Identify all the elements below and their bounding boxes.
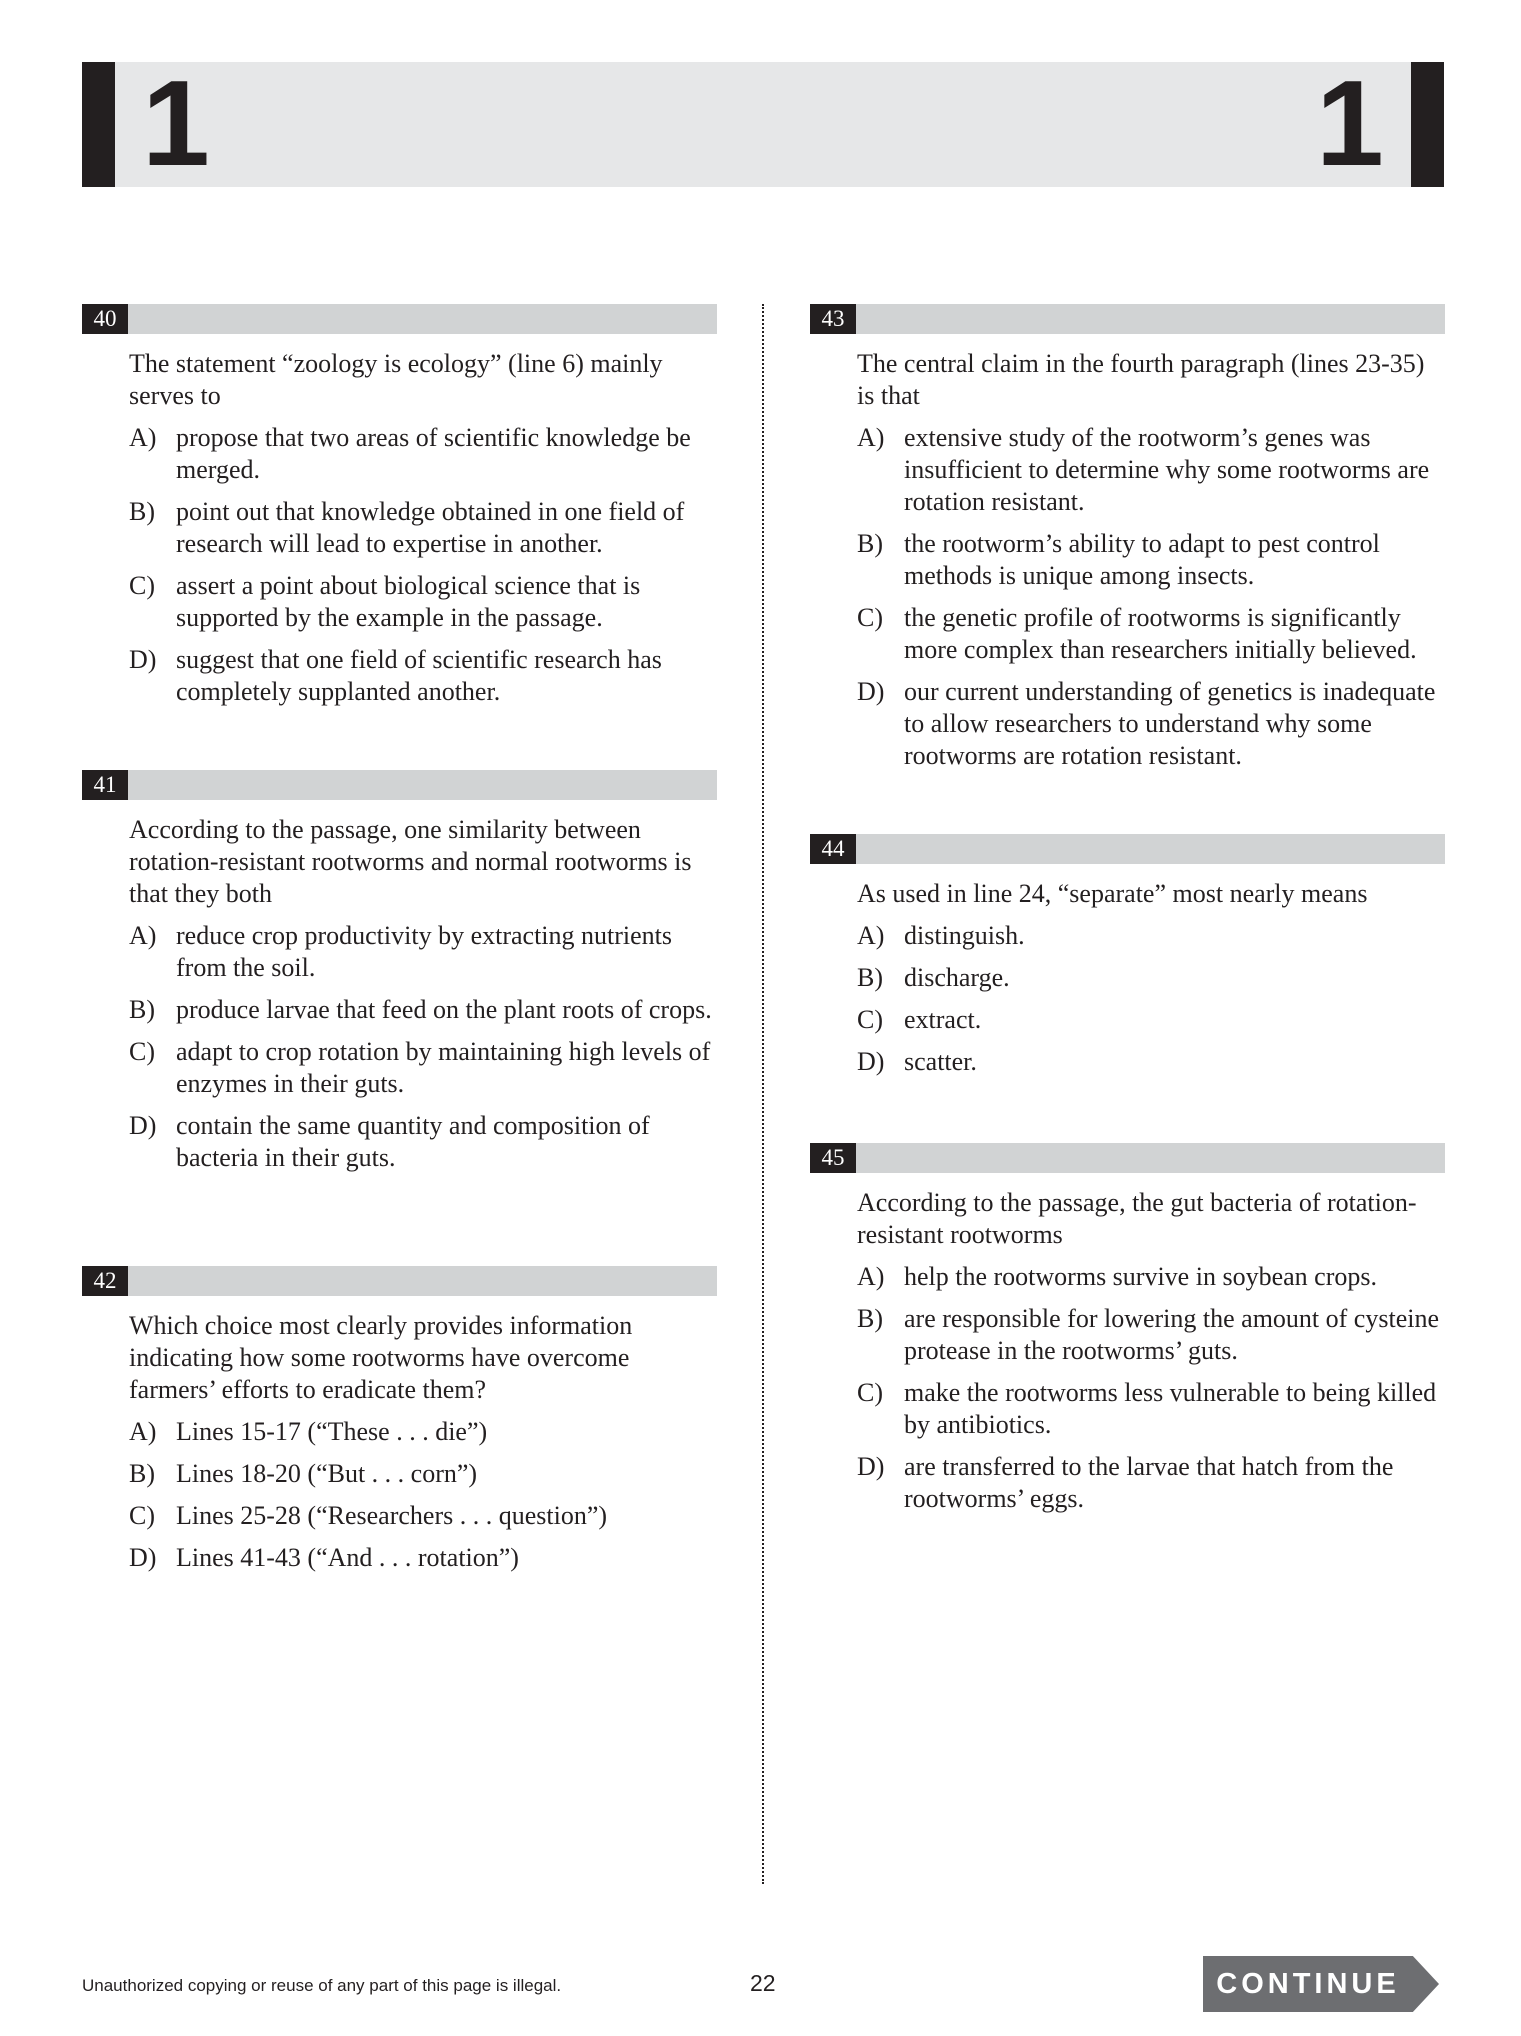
choice-letter: A) bbox=[857, 1262, 885, 1291]
section-header-right-bar bbox=[1411, 62, 1444, 187]
section-header-band bbox=[82, 62, 1444, 187]
question-header-bar bbox=[82, 304, 717, 334]
answer-choices bbox=[129, 422, 719, 708]
answer-choice-d[interactable] bbox=[129, 644, 719, 708]
choice-letter: C) bbox=[857, 603, 883, 632]
question-number: 44 bbox=[810, 834, 856, 864]
question-40 bbox=[82, 304, 717, 718]
choice-letter: A) bbox=[129, 423, 157, 452]
answer-choice-d[interactable] bbox=[857, 676, 1447, 772]
answer-choice-c[interactable] bbox=[857, 602, 1447, 666]
answer-choice-d[interactable] bbox=[129, 1110, 719, 1174]
answer-choices bbox=[857, 920, 1447, 1078]
question-stem: According to the passage, the gut bacteria of rotation-resistant rootworms bbox=[857, 1188, 1417, 1249]
choice-letter: B) bbox=[857, 529, 883, 558]
answer-choices bbox=[129, 1416, 719, 1574]
answer-choice-b[interactable] bbox=[129, 1458, 719, 1490]
question-number: 45 bbox=[810, 1143, 856, 1173]
choice-text: reduce crop productivity by extracting nutrients from the soil. bbox=[176, 921, 673, 982]
answer-choice-b[interactable] bbox=[857, 1303, 1447, 1367]
answer-choice-c[interactable] bbox=[857, 1377, 1447, 1441]
choice-letter: B) bbox=[129, 995, 155, 1024]
choice-letter: D) bbox=[857, 1047, 885, 1076]
choice-text: make the rootworms less vulnerable to being killed by antibiotics. bbox=[904, 1378, 1437, 1439]
choice-letter: B) bbox=[129, 1459, 155, 1488]
answer-choice-b[interactable] bbox=[129, 994, 719, 1026]
question-number: 41 bbox=[82, 770, 128, 800]
choice-letter: D) bbox=[129, 1543, 157, 1572]
answer-choice-c[interactable] bbox=[129, 570, 719, 634]
column-divider bbox=[762, 304, 764, 1884]
choice-text: Lines 41-43 (“And . . . rotation”) bbox=[176, 1543, 519, 1572]
continue-button[interactable] bbox=[1203, 1956, 1439, 2012]
question-43 bbox=[810, 304, 1445, 782]
answer-choice-c[interactable] bbox=[857, 1004, 1447, 1036]
question-number: 43 bbox=[810, 304, 856, 334]
choice-text: discharge. bbox=[904, 963, 1010, 992]
choice-text: contain the same quantity and composition of bacteria in their guts. bbox=[176, 1111, 650, 1172]
choice-letter: C) bbox=[857, 1005, 883, 1034]
choice-letter: D) bbox=[857, 1452, 885, 1481]
choice-text: propose that two areas of scientific knowledge be merged. bbox=[176, 423, 691, 484]
question-45 bbox=[810, 1143, 1445, 1525]
choice-letter: B) bbox=[129, 497, 155, 526]
question-stem: As used in line 24, “separate” most nearly means bbox=[857, 879, 1368, 908]
question-44 bbox=[810, 834, 1445, 1088]
choice-letter: C) bbox=[129, 1501, 155, 1530]
choice-text: Lines 15-17 (“These . . . die”) bbox=[176, 1417, 488, 1446]
question-42 bbox=[82, 1266, 717, 1584]
answer-choice-d[interactable] bbox=[857, 1451, 1447, 1515]
question-header-bar bbox=[810, 1143, 1445, 1173]
question-header-bar bbox=[82, 770, 717, 800]
section-number-right: 1 bbox=[1316, 55, 1384, 191]
choice-letter: A) bbox=[857, 921, 885, 950]
choice-text: suggest that one field of scientific research has completely supplanted another. bbox=[176, 645, 662, 706]
answer-choices bbox=[857, 422, 1447, 772]
choice-letter: A) bbox=[857, 423, 885, 452]
choice-text: distinguish. bbox=[904, 921, 1025, 950]
question-41 bbox=[82, 770, 717, 1184]
choice-text: Lines 18-20 (“But . . . corn”) bbox=[176, 1459, 478, 1488]
answer-choice-d[interactable] bbox=[857, 1046, 1447, 1078]
answer-choices bbox=[857, 1261, 1447, 1515]
answer-choice-d[interactable] bbox=[129, 1542, 719, 1574]
choice-letter: D) bbox=[129, 1111, 157, 1140]
choice-letter: C) bbox=[129, 571, 155, 600]
choice-letter: D) bbox=[129, 645, 157, 674]
answer-choice-c[interactable] bbox=[129, 1036, 719, 1100]
choice-text: help the rootworms survive in soybean crops. bbox=[904, 1262, 1377, 1291]
question-stem: The statement “zoology is ecology” (line 6) mainly serves to bbox=[129, 349, 663, 410]
question-stem: Which choice most clearly provides information indicating how some rootworms have overcome farmers’ efforts to eradicate them? bbox=[129, 1311, 633, 1404]
choice-text: the genetic profile of rootworms is significantly more complex than researchers initially believed. bbox=[904, 603, 1417, 664]
choice-letter: C) bbox=[129, 1037, 155, 1066]
answer-choice-a[interactable] bbox=[857, 920, 1447, 952]
section-number-left: 1 bbox=[142, 55, 210, 191]
choice-text: are transferred to the larvae that hatch from the rootworms’ eggs. bbox=[904, 1452, 1394, 1513]
answer-choice-b[interactable] bbox=[857, 962, 1447, 994]
question-number: 40 bbox=[82, 304, 128, 334]
page-number: 22 bbox=[750, 1970, 776, 1996]
continue-label: CONTINUE bbox=[1216, 1968, 1400, 2000]
answer-choice-a[interactable] bbox=[129, 1416, 719, 1448]
choice-text: extract. bbox=[904, 1005, 982, 1034]
answer-choice-a[interactable] bbox=[129, 920, 719, 984]
choice-text: Lines 25-28 (“Researchers . . . question”) bbox=[176, 1501, 608, 1530]
answer-choice-c[interactable] bbox=[129, 1500, 719, 1532]
question-header-bar bbox=[82, 1266, 717, 1296]
choice-text: our current understanding of genetics is inadequate to allow researchers to understand why some rootworms are rotation resistant. bbox=[904, 677, 1436, 770]
choice-letter: B) bbox=[857, 963, 883, 992]
choice-text: are responsible for lowering the amount of cysteine protease in the rootworms’ guts. bbox=[904, 1304, 1439, 1365]
choice-text: scatter. bbox=[904, 1047, 977, 1076]
choice-text: produce larvae that feed on the plant roots of crops. bbox=[176, 995, 712, 1024]
answer-choices bbox=[129, 920, 719, 1174]
copyright-notice: Unauthorized copying or reuse of any part of this page is illegal. bbox=[82, 1976, 562, 1995]
choice-letter: B) bbox=[857, 1304, 883, 1333]
answer-choice-a[interactable] bbox=[129, 422, 719, 486]
question-header-bar bbox=[810, 834, 1445, 864]
choice-letter: D) bbox=[857, 677, 885, 706]
choice-text: extensive study of the rootworm’s genes was insufficient to determine why some rootworms are rotation resistant. bbox=[904, 423, 1430, 516]
answer-choice-b[interactable] bbox=[857, 528, 1447, 592]
choice-text: the rootworm’s ability to adapt to pest control methods is unique among insects. bbox=[904, 529, 1380, 590]
answer-choice-a[interactable] bbox=[857, 422, 1447, 518]
answer-choice-b[interactable] bbox=[129, 496, 719, 560]
choice-letter: C) bbox=[857, 1378, 883, 1407]
choice-text: adapt to crop rotation by maintaining high levels of enzymes in their guts. bbox=[176, 1037, 711, 1098]
question-header-bar bbox=[810, 304, 1445, 334]
question-number: 42 bbox=[82, 1266, 128, 1296]
choice-letter: A) bbox=[129, 1417, 157, 1446]
choice-text: assert a point about biological science that is supported by the example in the passage. bbox=[176, 571, 641, 632]
section-header-left-bar bbox=[82, 62, 115, 187]
question-stem: The central claim in the fourth paragraph (lines 23-35) is that bbox=[857, 349, 1425, 410]
answer-choice-a[interactable] bbox=[857, 1261, 1447, 1293]
question-stem: According to the passage, one similarity between rotation-resistant rootworms and normal rootworms is that they both bbox=[129, 815, 692, 908]
choice-letter: A) bbox=[129, 921, 157, 950]
choice-text: point out that knowledge obtained in one field of research will lead to expertise in another. bbox=[176, 497, 685, 558]
